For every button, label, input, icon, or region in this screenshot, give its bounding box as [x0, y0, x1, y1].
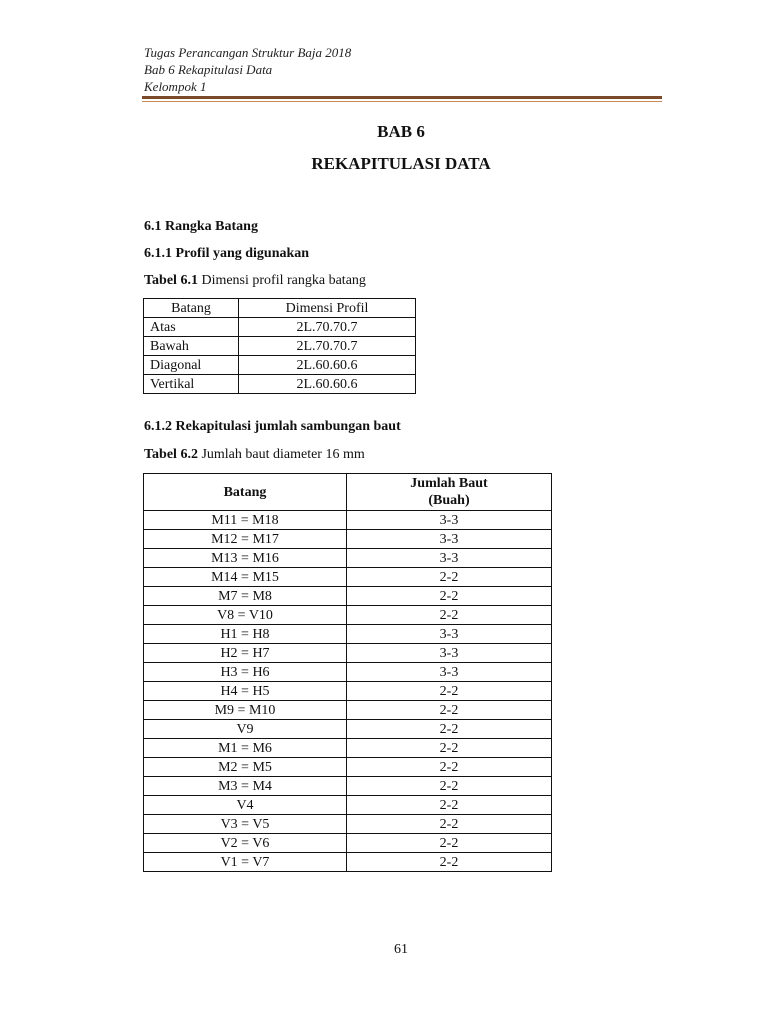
cell-dimensi: 2L.60.60.6	[239, 356, 416, 375]
cell-batang: V4	[144, 796, 347, 815]
table-row	[144, 796, 552, 815]
table-row	[144, 777, 552, 796]
cell-jumlah-baut: 3-3	[347, 511, 552, 530]
cell-jumlah-baut: 2-2	[347, 587, 552, 606]
cell-batang: V1 = V7	[144, 853, 347, 872]
cell-jumlah-baut: 2-2	[347, 777, 552, 796]
cell-dimensi: 2L.60.60.6	[239, 375, 416, 394]
cell-batang: V8 = V10	[144, 606, 347, 625]
running-header	[144, 44, 351, 95]
table-row	[144, 318, 416, 337]
table-row	[144, 337, 416, 356]
cell-dimensi: 2L.70.70.7	[239, 318, 416, 337]
cell-batang: M9 = M10	[144, 701, 347, 720]
cell-batang: V3 = V5	[144, 815, 347, 834]
cell-jumlah-baut: 2-2	[347, 815, 552, 834]
header-rule-thin	[142, 101, 662, 102]
cell-jumlah-baut: 2-2	[347, 758, 552, 777]
cell-dimensi: 2L.70.70.7	[239, 337, 416, 356]
table-row	[144, 739, 552, 758]
cell-batang: Atas	[144, 318, 239, 337]
table1-caption-label: Tabel 6.1	[144, 273, 198, 288]
cell-jumlah-baut: 2-2	[347, 606, 552, 625]
table-row	[144, 644, 552, 663]
table2-caption-label: Tabel 6.2	[144, 447, 198, 462]
cell-jumlah-baut: 2-2	[347, 853, 552, 872]
cell-jumlah-baut: 3-3	[347, 530, 552, 549]
chapter-number: BAB 6	[377, 122, 425, 141]
cell-batang: Vertikal	[144, 375, 239, 394]
table-row	[144, 587, 552, 606]
cell-jumlah-baut: 3-3	[347, 644, 552, 663]
cell-jumlah-baut: 2-2	[347, 739, 552, 758]
table-row	[144, 834, 552, 853]
header-chapter: Bab 6 Rekapitulasi Data	[144, 62, 273, 77]
cell-batang: V2 = V6	[144, 834, 347, 853]
cell-batang: Diagonal	[144, 356, 239, 375]
table2-caption	[144, 447, 365, 463]
header-group: Kelompok 1	[144, 79, 207, 94]
bolt-count-table	[143, 473, 552, 872]
cell-batang: M2 = M5	[144, 758, 347, 777]
cell-batang: M3 = M4	[144, 777, 347, 796]
section-heading-6-1: 6.1 Rangka Batang	[144, 219, 258, 234]
cell-batang: H1 = H8	[144, 625, 347, 644]
cell-jumlah-baut: 2-2	[347, 568, 552, 587]
table-row	[144, 853, 552, 872]
cell-jumlah-baut: 2-2	[347, 796, 552, 815]
cell-batang: H2 = H7	[144, 644, 347, 663]
cell-batang: M7 = M8	[144, 587, 347, 606]
table-row	[144, 758, 552, 777]
table1-caption-text: Dimensi profil rangka batang	[197, 273, 366, 288]
table-row	[144, 375, 416, 394]
table-row	[144, 356, 416, 375]
table-row	[144, 606, 552, 625]
cell-batang: H3 = H6	[144, 663, 347, 682]
table-header-row	[144, 299, 416, 318]
cell-batang: M1 = M6	[144, 739, 347, 758]
table1-caption	[144, 273, 366, 289]
cell-jumlah-baut: 3-3	[347, 549, 552, 568]
header-line-2: (Buah)	[428, 493, 470, 508]
cell-jumlah-baut: 2-2	[347, 834, 552, 853]
table-row	[144, 549, 552, 568]
profile-dimension-table	[143, 298, 416, 394]
table-row	[144, 701, 552, 720]
column-header-batang: Batang	[144, 474, 347, 511]
column-header-jumlah-baut	[347, 474, 552, 511]
column-header-batang: Batang	[144, 299, 239, 318]
section-heading-6-1-2: 6.1.2 Rekapitulasi jumlah sambungan baut	[144, 419, 401, 434]
section-heading-6-1-1: 6.1.1 Profil yang digunakan	[144, 246, 310, 261]
cell-batang: M12 = M17	[144, 530, 347, 549]
cell-batang: M13 = M16	[144, 549, 347, 568]
cell-batang: Bawah	[144, 337, 239, 356]
table-row	[144, 815, 552, 834]
cell-batang: M14 = M15	[144, 568, 347, 587]
cell-jumlah-baut: 3-3	[347, 663, 552, 682]
table-row	[144, 682, 552, 701]
chapter-title: REKAPITULASI DATA	[311, 154, 491, 173]
table-row	[144, 568, 552, 587]
cell-jumlah-baut: 3-3	[347, 625, 552, 644]
page-number: 61	[394, 942, 408, 957]
cell-batang: H4 = H5	[144, 682, 347, 701]
table-row	[144, 625, 552, 644]
cell-batang: M11 = M18	[144, 511, 347, 530]
cell-jumlah-baut: 2-2	[347, 682, 552, 701]
table-row	[144, 511, 552, 530]
header-line-1: Jumlah Baut	[410, 476, 488, 491]
table-row	[144, 530, 552, 549]
table-row	[144, 720, 552, 739]
column-header-dimensi: Dimensi Profil	[239, 299, 416, 318]
cell-batang: V9	[144, 720, 347, 739]
header-rule	[142, 96, 662, 99]
table-header-row	[144, 474, 552, 511]
cell-jumlah-baut: 2-2	[347, 720, 552, 739]
table2-caption-text: Jumlah baut diameter 16 mm	[197, 447, 365, 462]
table-row	[144, 663, 552, 682]
cell-jumlah-baut: 2-2	[347, 701, 552, 720]
header-course: Tugas Perancangan Struktur Baja 2018	[144, 45, 352, 60]
